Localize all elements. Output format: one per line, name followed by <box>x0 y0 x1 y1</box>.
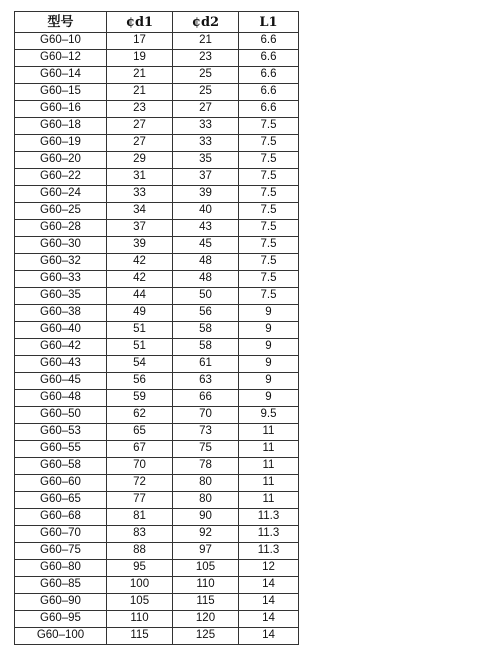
cell-l1: 14 <box>239 577 299 594</box>
cell-model: G60–50 <box>15 407 107 424</box>
table-row <box>15 50 299 67</box>
cell-d2: 97 <box>173 543 239 560</box>
cell-l1: 12 <box>239 560 299 577</box>
cell-model: G60–25 <box>15 203 107 220</box>
cell-d1: 21 <box>107 67 173 84</box>
cell-model: G60–32 <box>15 254 107 271</box>
cell-l1: 11 <box>239 492 299 509</box>
cell-d2: 92 <box>173 526 239 543</box>
header-model: 型号 <box>15 12 107 33</box>
table-row <box>15 492 299 509</box>
cell-l1: 7.5 <box>239 135 299 152</box>
cell-model: G60–33 <box>15 271 107 288</box>
cell-l1: 6.6 <box>239 67 299 84</box>
table-row <box>15 203 299 220</box>
cell-d1: 44 <box>107 288 173 305</box>
cell-model: G60–55 <box>15 441 107 458</box>
cell-d2: 33 <box>173 118 239 135</box>
cell-l1: 6.6 <box>239 33 299 50</box>
cell-d1: 83 <box>107 526 173 543</box>
cell-d2: 58 <box>173 339 239 356</box>
cell-l1: 7.5 <box>239 118 299 135</box>
cell-l1: 7.5 <box>239 203 299 220</box>
cell-d2: 25 <box>173 67 239 84</box>
cell-model: G60–14 <box>15 67 107 84</box>
table-row <box>15 458 299 475</box>
cell-model: G60–90 <box>15 594 107 611</box>
cell-d2: 50 <box>173 288 239 305</box>
cell-d1: 27 <box>107 118 173 135</box>
cell-d1: 51 <box>107 339 173 356</box>
cell-model: G60–24 <box>15 186 107 203</box>
cell-d2: 33 <box>173 135 239 152</box>
cell-model: G60–65 <box>15 492 107 509</box>
header-d2: ¢d2 <box>173 12 239 33</box>
cell-d1: 42 <box>107 254 173 271</box>
cell-d2: 105 <box>173 560 239 577</box>
cell-d2: 80 <box>173 475 239 492</box>
cell-model: G60–95 <box>15 611 107 628</box>
cell-l1: 6.6 <box>239 101 299 118</box>
cell-d1: 33 <box>107 186 173 203</box>
table-row <box>15 135 299 152</box>
cell-model: G60–12 <box>15 50 107 67</box>
table-row <box>15 118 299 135</box>
cell-d1: 51 <box>107 322 173 339</box>
table-row <box>15 390 299 407</box>
cell-l1: 7.5 <box>239 288 299 305</box>
cell-l1: 7.5 <box>239 152 299 169</box>
cell-model: G60–75 <box>15 543 107 560</box>
table-row <box>15 526 299 543</box>
table-row <box>15 271 299 288</box>
cell-model: G60–58 <box>15 458 107 475</box>
cell-l1: 7.5 <box>239 220 299 237</box>
cell-d1: 39 <box>107 237 173 254</box>
cell-model: G60–42 <box>15 339 107 356</box>
table-row <box>15 67 299 84</box>
cell-d2: 66 <box>173 390 239 407</box>
cell-l1: 9 <box>239 390 299 407</box>
cell-d1: 21 <box>107 84 173 101</box>
cell-d1: 29 <box>107 152 173 169</box>
cell-model: G60–20 <box>15 152 107 169</box>
table-row <box>15 254 299 271</box>
cell-model: G60–15 <box>15 84 107 101</box>
cell-d2: 80 <box>173 492 239 509</box>
cell-l1: 11 <box>239 424 299 441</box>
table-row <box>15 543 299 560</box>
cell-d2: 27 <box>173 101 239 118</box>
table-row <box>15 169 299 186</box>
table-row <box>15 288 299 305</box>
cell-d2: 45 <box>173 237 239 254</box>
table-body <box>15 33 299 645</box>
cell-d1: 77 <box>107 492 173 509</box>
table-row <box>15 628 299 645</box>
cell-model: G60–18 <box>15 118 107 135</box>
table-row <box>15 220 299 237</box>
table-header-row <box>15 12 299 33</box>
cell-l1: 9.5 <box>239 407 299 424</box>
cell-model: G60–30 <box>15 237 107 254</box>
cell-l1: 11 <box>239 441 299 458</box>
cell-l1: 7.5 <box>239 254 299 271</box>
table-row <box>15 560 299 577</box>
cell-d2: 110 <box>173 577 239 594</box>
table-row <box>15 356 299 373</box>
cell-d1: 100 <box>107 577 173 594</box>
cell-d1: 31 <box>107 169 173 186</box>
cell-d1: 81 <box>107 509 173 526</box>
cell-l1: 14 <box>239 594 299 611</box>
table-row <box>15 611 299 628</box>
cell-d1: 17 <box>107 33 173 50</box>
cell-model: G60–48 <box>15 390 107 407</box>
cell-model: G60–19 <box>15 135 107 152</box>
cell-l1: 9 <box>239 339 299 356</box>
table-row <box>15 373 299 390</box>
cell-d1: 49 <box>107 305 173 322</box>
cell-model: G60–53 <box>15 424 107 441</box>
table-row <box>15 84 299 101</box>
table-row <box>15 305 299 322</box>
cell-d1: 88 <box>107 543 173 560</box>
cell-model: G60–60 <box>15 475 107 492</box>
cell-d1: 19 <box>107 50 173 67</box>
table-row <box>15 322 299 339</box>
cell-l1: 6.6 <box>239 50 299 67</box>
cell-d1: 65 <box>107 424 173 441</box>
cell-l1: 14 <box>239 628 299 645</box>
cell-l1: 11.3 <box>239 543 299 560</box>
cell-d2: 90 <box>173 509 239 526</box>
table-row <box>15 237 299 254</box>
cell-d2: 58 <box>173 322 239 339</box>
cell-d1: 34 <box>107 203 173 220</box>
cell-l1: 9 <box>239 305 299 322</box>
cell-d2: 73 <box>173 424 239 441</box>
cell-d1: 95 <box>107 560 173 577</box>
cell-d2: 70 <box>173 407 239 424</box>
cell-d2: 78 <box>173 458 239 475</box>
cell-model: G60–22 <box>15 169 107 186</box>
cell-model: G60–35 <box>15 288 107 305</box>
cell-d1: 105 <box>107 594 173 611</box>
cell-l1: 7.5 <box>239 237 299 254</box>
cell-d2: 56 <box>173 305 239 322</box>
cell-d2: 48 <box>173 271 239 288</box>
cell-model: G60–100 <box>15 628 107 645</box>
cell-d2: 23 <box>173 50 239 67</box>
cell-l1: 9 <box>239 322 299 339</box>
cell-d2: 37 <box>173 169 239 186</box>
table-row <box>15 152 299 169</box>
table-row <box>15 33 299 50</box>
cell-model: G60–38 <box>15 305 107 322</box>
cell-model: G60–10 <box>15 33 107 50</box>
table-row <box>15 577 299 594</box>
cell-l1: 11 <box>239 458 299 475</box>
cell-d1: 70 <box>107 458 173 475</box>
cell-model: G60–70 <box>15 526 107 543</box>
cell-l1: 7.5 <box>239 271 299 288</box>
cell-model: G60–28 <box>15 220 107 237</box>
table-row <box>15 407 299 424</box>
cell-model: G60–80 <box>15 560 107 577</box>
cell-d2: 115 <box>173 594 239 611</box>
cell-d2: 120 <box>173 611 239 628</box>
header-d1: ¢d1 <box>107 12 173 33</box>
cell-l1: 7.5 <box>239 186 299 203</box>
cell-d1: 56 <box>107 373 173 390</box>
cell-d2: 35 <box>173 152 239 169</box>
cell-d1: 23 <box>107 101 173 118</box>
cell-l1: 7.5 <box>239 169 299 186</box>
cell-d1: 54 <box>107 356 173 373</box>
cell-d2: 21 <box>173 33 239 50</box>
table-row <box>15 475 299 492</box>
cell-d2: 61 <box>173 356 239 373</box>
cell-d1: 110 <box>107 611 173 628</box>
spec-table <box>14 11 299 645</box>
cell-l1: 11 <box>239 475 299 492</box>
cell-model: G60–45 <box>15 373 107 390</box>
cell-d1: 37 <box>107 220 173 237</box>
cell-d2: 48 <box>173 254 239 271</box>
table-row <box>15 441 299 458</box>
cell-d2: 75 <box>173 441 239 458</box>
table-row <box>15 339 299 356</box>
table-row <box>15 594 299 611</box>
cell-d2: 25 <box>173 84 239 101</box>
cell-d2: 40 <box>173 203 239 220</box>
table-row <box>15 424 299 441</box>
cell-l1: 9 <box>239 373 299 390</box>
cell-d1: 59 <box>107 390 173 407</box>
cell-model: G60–68 <box>15 509 107 526</box>
cell-d2: 39 <box>173 186 239 203</box>
cell-model: G60–43 <box>15 356 107 373</box>
cell-d2: 125 <box>173 628 239 645</box>
cell-l1: 11.3 <box>239 526 299 543</box>
cell-d2: 63 <box>173 373 239 390</box>
table-row <box>15 509 299 526</box>
header-l1: L1 <box>239 12 299 33</box>
cell-l1: 6.6 <box>239 84 299 101</box>
cell-d1: 72 <box>107 475 173 492</box>
cell-d2: 43 <box>173 220 239 237</box>
cell-model: G60–85 <box>15 577 107 594</box>
table-row <box>15 186 299 203</box>
cell-l1: 14 <box>239 611 299 628</box>
cell-l1: 11.3 <box>239 509 299 526</box>
cell-d1: 115 <box>107 628 173 645</box>
cell-d1: 42 <box>107 271 173 288</box>
table-row <box>15 101 299 118</box>
cell-d1: 62 <box>107 407 173 424</box>
cell-d1: 27 <box>107 135 173 152</box>
cell-model: G60–16 <box>15 101 107 118</box>
cell-d1: 67 <box>107 441 173 458</box>
cell-l1: 9 <box>239 356 299 373</box>
cell-model: G60–40 <box>15 322 107 339</box>
